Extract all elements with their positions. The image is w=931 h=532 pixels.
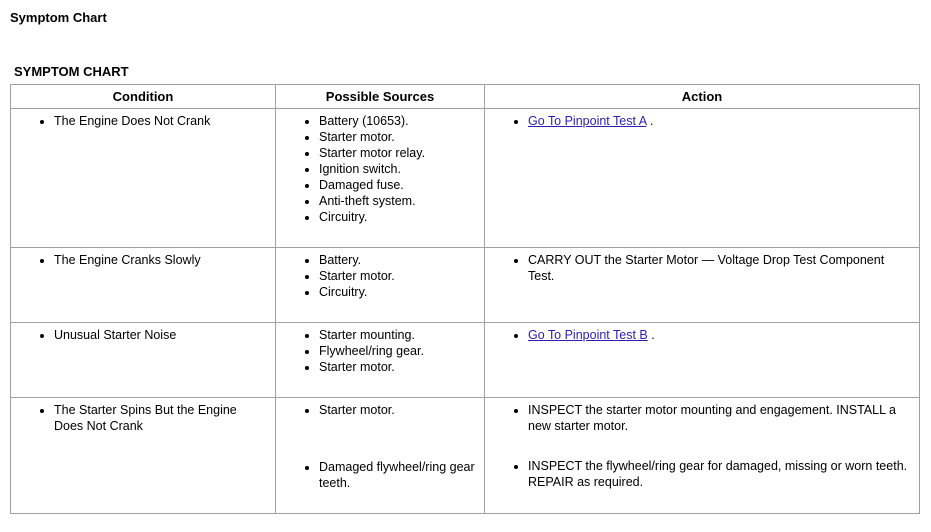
source-item: • Starter mounting. <box>319 327 484 343</box>
condition-cell <box>11 248 276 323</box>
table-header-row <box>11 85 920 109</box>
action-text: • INSPECT the flywheel/ring gear for damaged, missing or worn teeth. REPAIR as required. <box>528 458 911 490</box>
source-item: • Anti-theft system. <box>319 193 484 209</box>
source-item: • Damaged flywheel/ring gear teeth. <box>319 459 480 491</box>
source-item: • Starter motor. <box>319 402 480 418</box>
action-cell <box>485 109 920 248</box>
condition-text: • Unusual Starter Noise <box>54 327 275 343</box>
sources-cell <box>276 109 485 248</box>
action-text: • INSPECT the starter motor mounting and engagement. INSTALL a new starter motor. <box>528 402 911 434</box>
pinpoint-test-b-link[interactable]: Go To Pinpoint Test B <box>528 328 648 342</box>
source-item: • Starter motor. <box>319 268 484 284</box>
action-suffix: . <box>647 328 655 342</box>
pinpoint-test-a-link[interactable]: Go To Pinpoint Test A <box>528 114 647 128</box>
source-item: • Circuitry. <box>319 209 484 225</box>
action-item <box>528 327 919 343</box>
table-row <box>11 398 920 514</box>
condition-cell <box>11 323 276 398</box>
source-item: • Starter motor. <box>319 359 484 375</box>
condition-text: • The Engine Does Not Crank <box>54 113 275 129</box>
sources-cell <box>276 248 485 323</box>
source-item: • Ignition switch. <box>319 161 484 177</box>
sources-cell <box>276 323 485 398</box>
condition-cell <box>11 109 276 248</box>
condition-cell <box>11 398 276 514</box>
chart-title: SYMPTOM CHART <box>14 64 129 79</box>
action-item <box>528 113 919 129</box>
source-item: • Damaged fuse. <box>319 177 484 193</box>
source-item: • Circuitry. <box>319 284 484 300</box>
table-row <box>11 323 920 398</box>
sources-cell <box>276 398 485 514</box>
action-cell <box>485 323 920 398</box>
condition-text: • The Starter Spins But the Engine Does Not Crank <box>54 402 255 434</box>
page-heading: Symptom Chart <box>10 10 107 25</box>
source-item: • Flywheel/ring gear. <box>319 343 484 359</box>
source-item: • Starter motor relay. <box>319 145 484 161</box>
action-suffix: . <box>646 114 654 128</box>
table-row <box>11 109 920 248</box>
header-possible-sources: Possible Sources <box>276 85 485 109</box>
source-item: • Battery (10653). <box>319 113 484 129</box>
condition-text: • The Engine Cranks Slowly <box>54 252 275 268</box>
header-action: Action <box>485 85 920 109</box>
source-item: • Starter motor. <box>319 129 484 145</box>
action-cell <box>485 398 920 514</box>
table-row <box>11 248 920 323</box>
symptom-table <box>10 84 920 514</box>
header-condition: Condition <box>11 85 276 109</box>
source-item: • Battery. <box>319 252 484 268</box>
action-text: • CARRY OUT the Starter Motor — Voltage Drop Test Component Test. <box>528 252 911 284</box>
action-cell <box>485 248 920 323</box>
